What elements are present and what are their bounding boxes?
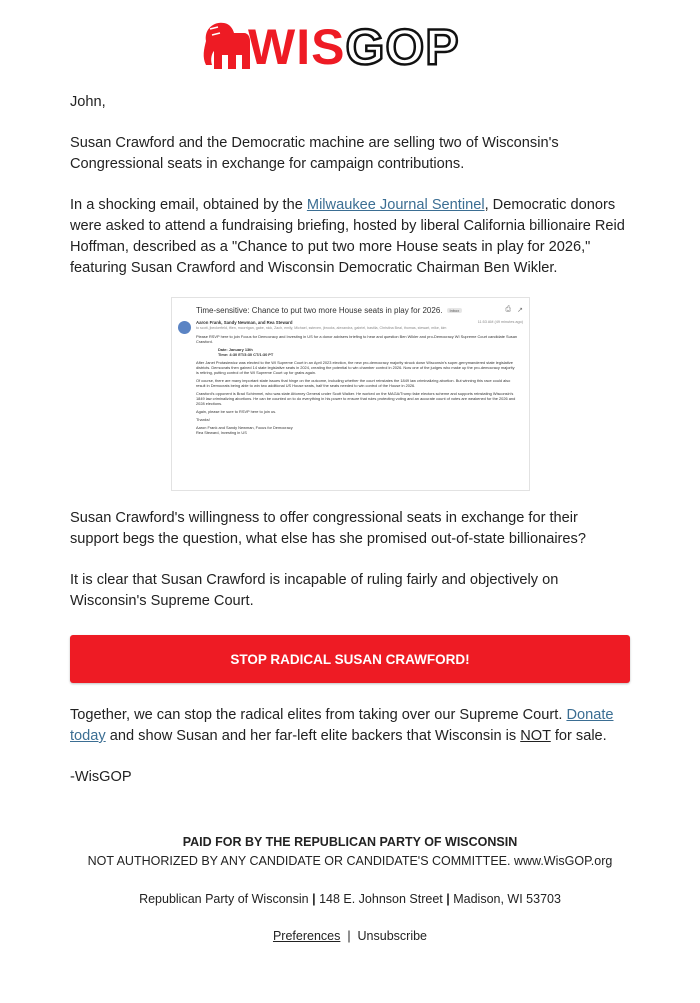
not-authorized-disclaimer: NOT AUTHORIZED BY ANY CANDIDATE OR CANDIDATE'S COMMITTEE. www.WisGOP.org [87, 854, 613, 868]
mailing-address [0, 892, 700, 906]
paragraph-5-middle: and show Susan and her far-left elite backers that Wisconsin is [105, 728, 521, 744]
address-street: 148 E. Johnson Street [319, 892, 443, 906]
embed-p2: After Janet Protasiewicz was elected to the WI Supreme Court in an April 2023 election, the new pro-democracy majority struck down Wisconsin's super-gerrymandered state legislative districts. Democrats then gained 14 state legislative seats in 2024, creating the potential to win chamber control in 2026. Now one of the judges who make up the pro-democracy majority is retiring, putting control of the WI Supreme Court up for grabs again. [196, 360, 515, 375]
embed-time-line: Time: 4:30 ET/3:30 CT/1:30 PT [218, 352, 274, 357]
unsubscribe-link[interactable]: Unsubscribe [357, 929, 428, 943]
greeting: John, [70, 94, 106, 110]
logo-gop: GOP [345, 19, 460, 75]
paragraph-2 [70, 195, 632, 279]
paragraph-1: Susan Crawford and the Democratic machine are selling two of Wisconsin's Congressional seats in exchange for campaign contributions. [70, 135, 559, 172]
embed-sig2: Rea Steward, Investing in US [196, 430, 247, 435]
address-sep-2: | [446, 892, 450, 906]
paragraph-4: It is clear that Susan Crawford is incapable of ruling fairly and objectively on Wisconsin's Supreme Court. [70, 572, 559, 609]
embed-sig1: Aaron Frank and Sandy Newman, Focus for Democracy [196, 425, 293, 430]
not-emphasis: NOT [520, 728, 551, 744]
embed-p1: Please RSVP here to join Focus for Democracy and Investing in US for a donor advisers briefing to hear and question Ben Wikler and pro-Democracy WI Supreme Court candidate Susan Crawford. [196, 334, 518, 344]
paragraph-3: Susan Crawford's willingness to offer congressional seats in exchange for their support begs the question, what else has she promised out-of-state billionaires? [70, 510, 586, 547]
embed-to: to scott, jbeckerfeld, tfien, mcorrigan, gabe, nick, Zach, emily, Michael, ssteven, jbrooks, alexandra, gabriel, bastila, Christina Beal, thomas, stewart, mike, kim [196, 326, 447, 330]
preferences-link[interactable]: Preferences [272, 929, 341, 943]
embed-subject [196, 306, 462, 315]
embedded-email-screenshot [171, 297, 530, 491]
address-org: Republican Party of Wisconsin [139, 892, 309, 906]
signoff: -WisGOP [70, 769, 132, 785]
embed-p6: Thanks! [196, 417, 210, 422]
footer-links-sep: | [347, 929, 351, 943]
embed-p3: Of course, there are many important state issues that hinge on the outcome, including whether the court reinstates the 1849 law criminalizing abortion. But winning this race could also result in Democrats being able to win two additional US House seats, half the seats needed to win control of the House in 2026. [196, 378, 511, 388]
embed-time: 11:53 AM (49 minutes ago) [477, 320, 523, 324]
open-external-icon: ↗ [517, 307, 523, 314]
embed-subject-text: Time-sensitive: Chance to put two more House seats in play for 2026. [196, 306, 443, 315]
embed-p5: Again, please be sure to RSVP here to join us. [196, 409, 277, 414]
paid-for-disclaimer: PAID FOR BY THE REPUBLICAN PARTY OF WISCONSIN [182, 835, 518, 849]
paragraph-5-after: for sale. [550, 728, 607, 744]
paragraph-2-before: In a shocking email, obtained by the [70, 197, 307, 213]
address-city: Madison, WI 53703 [453, 892, 561, 906]
embed-body [196, 334, 518, 438]
embed-inbox-tag: Inbox [447, 308, 463, 313]
embed-from: Aaron Frank, Sandy Newman, and Rea Steward [196, 320, 293, 325]
paragraph-2-after: , Democratic donors were asked to attend a fundraising briefing, hosted by liberal California billionaire Reid Hoffman, described as a "Chance to put two more House seats in play for 2026," featuring Susan Crawford and Wisconsin Democratic Chairman Ben Wikler. [70, 197, 625, 276]
logo-wordmark [248, 21, 460, 73]
embed-date: Date: January 13th [218, 347, 253, 352]
stop-crawford-button[interactable]: STOP RADICAL SUSAN CRAWFORD! [70, 635, 630, 683]
donate-today-link[interactable]: Donate today [70, 707, 614, 744]
footer-links [0, 929, 700, 943]
paragraph-5-before: Together, we can stop the radical elites from taking over our Supreme Court. [70, 707, 567, 723]
sender-avatar [178, 321, 191, 334]
paragraph-5 [70, 705, 632, 747]
embed-p4: Crawford's opponent is Brad Schimmel, who was state Attorney General under Scott Walker. He worked on the MAGA/Trump fake electors scheme and supports reinstating Wisconsin's 1849 law criminalizing abortions. He can be counted on to do everything in his power to ensure that rules protecting voting and an accurate count of votes are weakened for the 2026 and 2028 elections. [196, 391, 516, 406]
address-sep-1: | [312, 892, 316, 906]
milwaukee-journal-sentinel-link[interactable]: Milwaukee Journal Sentinel [306, 197, 485, 213]
print-icon: ⎙ [505, 306, 511, 313]
wisgop-logo[interactable] [200, 15, 504, 77]
logo-wis: WIS [248, 19, 346, 75]
